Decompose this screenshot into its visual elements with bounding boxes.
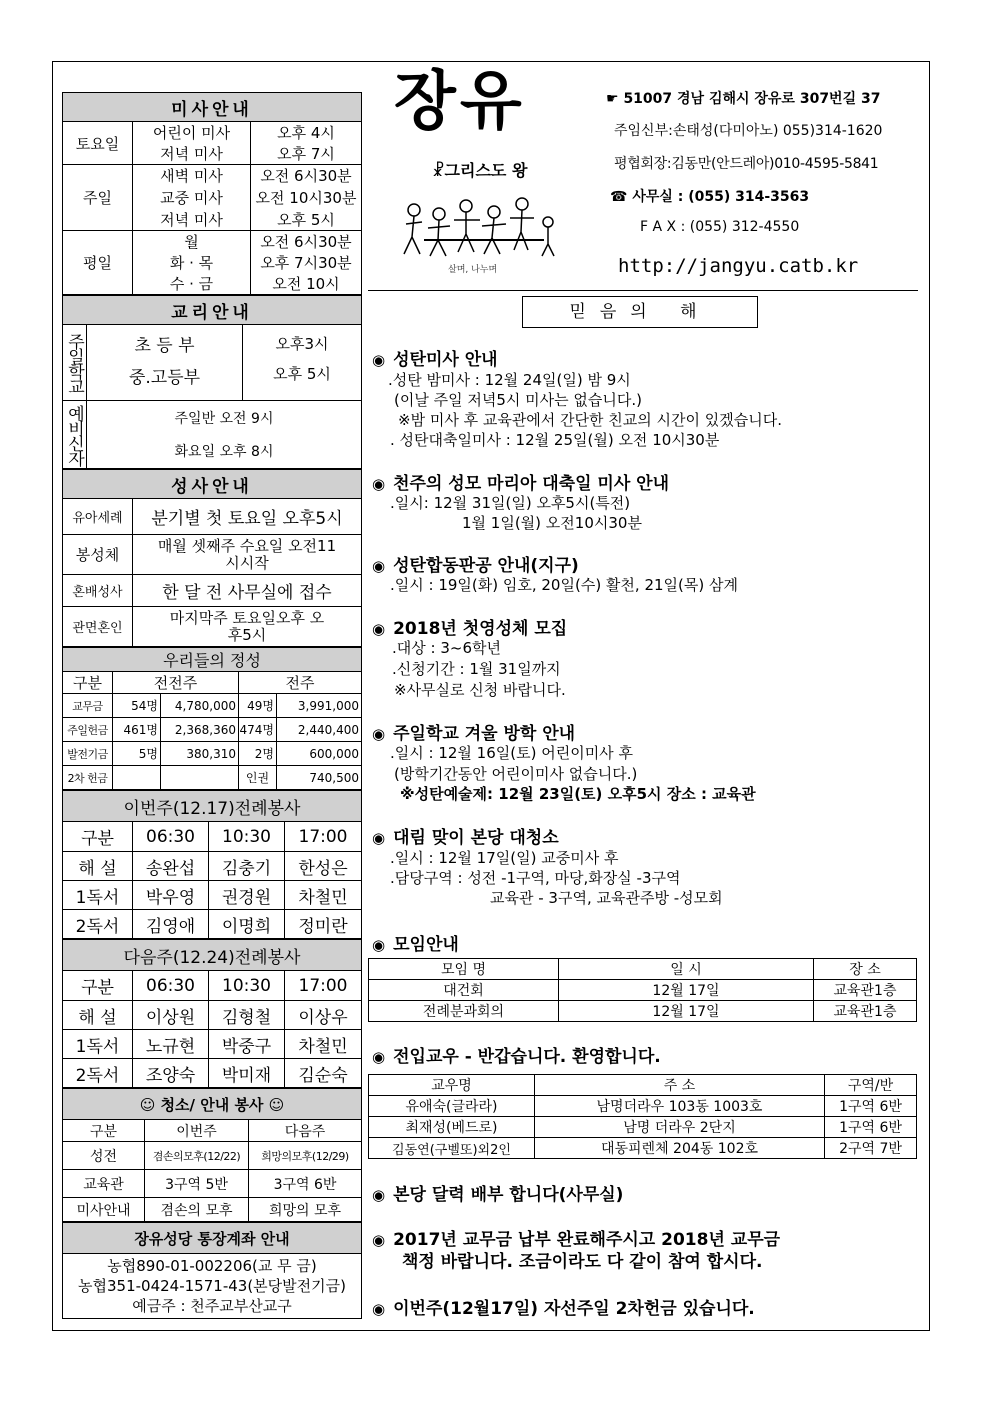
communion-line: ※사무실로 신청 바랍니다. xyxy=(394,681,566,699)
chi-rho-icon: ☧ xyxy=(432,161,445,180)
school-line: (방학기간동안 어린이미사 없습니다.) xyxy=(394,765,638,783)
newcomer-cell: 유애숙(글라라) xyxy=(369,1096,535,1117)
mass-name: 어린이 미사 xyxy=(133,122,251,144)
bullet-icon: ◉ xyxy=(372,1300,386,1318)
clean-section-title xyxy=(372,823,559,848)
meeting-table xyxy=(368,958,917,1022)
newcomer-cell: 남명 더라우 2단지 xyxy=(535,1117,825,1138)
christmas-line: .성탄 밤미사 : 12월 24일(일) 밤 9시 xyxy=(388,371,631,389)
liturgy-head: 구분 xyxy=(63,971,133,1001)
liturgy-person: 김충기 xyxy=(209,852,285,881)
account-table xyxy=(62,1222,362,1319)
president-line: 평협회장:김동만(안드레아)010-4595-5841 xyxy=(614,156,879,172)
newcomer-section-title xyxy=(372,1042,661,1067)
liturgy-head: 10:30 xyxy=(209,822,285,852)
mass-day: 평일 xyxy=(63,231,133,295)
sacrament-detail: 마지막주 토요일오후 오후5시 xyxy=(133,607,362,647)
meeting-cell: 교육관1층 xyxy=(814,1001,917,1022)
liturgy-this-table xyxy=(62,790,362,939)
calendar-text: 본당 달력 배부 합니다(사무실) xyxy=(393,1185,624,1205)
meeting-cell: 전례분과회의 xyxy=(369,1001,559,1022)
liturgy-next-title: 다음주(12.24)전례봉사 xyxy=(63,940,362,971)
liturgy-role: 1독서 xyxy=(63,1030,133,1059)
liturgy-person: 이상원 xyxy=(133,1001,209,1030)
penance-section-title xyxy=(372,551,579,576)
offering-cell: 4,780,000 xyxy=(161,694,239,718)
offering-cell: 474명 xyxy=(239,718,277,742)
meeting-head: 장 소 xyxy=(814,959,917,980)
liturgy-role: 해 설 xyxy=(63,852,133,881)
bullet-icon: ◉ xyxy=(372,557,386,575)
mass-time: 오후 4시 xyxy=(251,122,362,144)
offering-cell: 380,310 xyxy=(161,742,239,766)
pointing-hand-icon: ☛ xyxy=(606,91,619,107)
sacrament-table xyxy=(62,469,362,647)
sacrament-label: 관면혼인 xyxy=(63,607,133,647)
mary-line: .일시: 12월 31일(일) 오후5시(특전) xyxy=(390,494,631,512)
liturgy-head: 06:30 xyxy=(133,822,209,852)
liturgy-person: 김형철 xyxy=(209,1001,285,1030)
dues-notice-2: 책정 바랍니다. 조금이라도 다 같이 참여 합시다. xyxy=(402,1252,763,1272)
bullet-icon: ◉ xyxy=(372,829,386,847)
newcomer-cell: 1구역 6반 xyxy=(825,1117,917,1138)
communion-title-text: 2018년 첫영성체 모집 xyxy=(393,619,568,639)
clean-line: .일시 : 12월 17일(일) 교중미사 후 xyxy=(390,849,619,867)
meeting-head: 일 시 xyxy=(559,959,814,980)
meeting-cell: 12월 17일 xyxy=(559,980,814,1001)
telephone-icon: ☎ xyxy=(610,189,628,205)
newcomer-head: 주 소 xyxy=(535,1075,825,1096)
school-line: ※성탄예술제: 12월 23일(토) 오후5시 장소 : 교육관 xyxy=(400,785,756,803)
offering-cell: 교무금 xyxy=(63,694,113,718)
offering-cell: 2명 xyxy=(239,742,277,766)
mary-line: 1월 1일(월) 오전10시30분 xyxy=(462,514,642,532)
liturgy-this-title: 이번주(12.17)전례봉사 xyxy=(63,791,362,822)
christmas-line: . 성탄대축일미사 : 12월 25일(월) 오전 10시30분 xyxy=(390,431,720,449)
logo-subtitle xyxy=(432,158,527,181)
cleaning-head: 이번주 xyxy=(145,1120,249,1142)
sacrament-title: 성사안내 xyxy=(63,470,362,499)
liturgy-person: 노규현 xyxy=(133,1030,209,1059)
mass-title: 미사안내 xyxy=(63,93,362,122)
newcomer-cell: 2구역 7반 xyxy=(825,1138,917,1159)
liturgy-person: 이명희 xyxy=(209,910,285,939)
header-divider xyxy=(368,290,918,291)
offering-cell: 54명 xyxy=(113,694,161,718)
sacrament-label: 혼배성사 xyxy=(63,575,133,607)
account-line: 예금주 : 천주교부산교구 xyxy=(132,1297,292,1315)
meeting-section-title xyxy=(372,930,459,955)
liturgy-next-table xyxy=(62,939,362,1088)
year-title: 믿음의 해 xyxy=(522,296,758,328)
school-title-text: 주일학교 겨울 방학 안내 xyxy=(393,724,576,744)
offering-cell: 2,368,360 xyxy=(161,718,239,742)
bullet-icon: ◉ xyxy=(372,1231,386,1249)
mass-name: 저녁 미사 xyxy=(133,209,251,231)
liturgy-head: 06:30 xyxy=(133,971,209,1001)
ss-secondary-time: 오후 5시 xyxy=(243,363,362,401)
office-line xyxy=(610,186,809,206)
mass-time: 오전 10시30분 xyxy=(251,187,362,209)
catechumen-sunday: 주일반 오전 9시 xyxy=(87,401,362,435)
mass-time: 오전 6시30분 xyxy=(251,231,362,253)
offering-cell: 49명 xyxy=(239,694,277,718)
offering-cell: 600,000 xyxy=(277,742,362,766)
meeting-cell: 대건회 xyxy=(369,980,559,1001)
mass-time: 오후 7시 xyxy=(251,143,362,165)
offering-header: 전주 xyxy=(239,672,362,694)
mary-section-title xyxy=(372,469,669,494)
bullet-icon: ◉ xyxy=(372,1048,386,1066)
cleaning-title: ☺ 청소/ 안내 봉사 ☺ xyxy=(63,1089,362,1120)
mass-time: 오후 5시 xyxy=(251,209,362,231)
liturgy-person: 박미재 xyxy=(209,1059,285,1088)
charity-text: 이번주(12월17일) 자선주일 2차헌금 있습니다. xyxy=(393,1299,755,1319)
liturgy-person: 차철민 xyxy=(285,1030,362,1059)
cleaning-cell: 교육관 xyxy=(63,1170,145,1198)
liturgy-role: 1독서 xyxy=(63,881,133,910)
mass-name: 화 · 목 xyxy=(133,252,251,273)
christmas-section-title xyxy=(372,345,498,370)
mass-name: 교중 미사 xyxy=(133,187,251,209)
clean-title-text: 대림 맞이 본당 대청소 xyxy=(393,828,559,848)
cleaning-table xyxy=(62,1088,362,1222)
sunday-school-label: 주일학교 xyxy=(63,325,87,401)
sacrament-detail: 분기별 첫 토요일 오후5시 xyxy=(133,499,362,535)
offering-header: 전전주 xyxy=(113,672,239,694)
bullet-icon: ◉ xyxy=(372,1186,386,1204)
cleaning-head: 다음주 xyxy=(249,1120,362,1142)
catechumen-tuesday: 화요일 오후 8시 xyxy=(87,435,362,469)
mass-name: 새벽 미사 xyxy=(133,165,251,187)
sacrament-label: 유아세례 xyxy=(63,499,133,535)
charity-notice xyxy=(372,1294,755,1319)
christmas-line: ※밤 미사 후 교육관에서 간단한 친교의 시간이 있겠습니다. xyxy=(398,411,782,429)
offering-cell xyxy=(113,766,161,790)
doctrine-table xyxy=(62,295,362,469)
bullet-icon: ◉ xyxy=(372,620,386,638)
communion-section-title xyxy=(372,614,567,639)
left-column xyxy=(62,92,362,1319)
newcomer-cell: 남명더라우 103동 1003호 xyxy=(535,1096,825,1117)
clean-line: 교육관 - 3구역, 교육관주방 -성모회 xyxy=(490,889,723,907)
newcomer-cell: 김동연(구벨또)외2인 xyxy=(369,1138,535,1159)
fax-line: F A X : (055) 312-4550 xyxy=(640,219,800,235)
offering-title: 우리들의 정성 xyxy=(63,648,362,672)
bullet-icon: ◉ xyxy=(372,475,386,493)
offering-cell xyxy=(161,766,239,790)
offering-cell: 발전기금 xyxy=(63,742,113,766)
newcomer-table xyxy=(368,1074,917,1159)
cleaning-cell: 겸손의모후(12/22) xyxy=(145,1142,249,1170)
offering-table xyxy=(62,647,362,790)
newcomer-head: 교우명 xyxy=(369,1075,535,1096)
logo-caption: 살며, 나누며 xyxy=(448,265,498,275)
liturgy-person: 차철민 xyxy=(285,881,362,910)
christmas-line: (이날 주일 저녁5시 미사는 없습니다.) xyxy=(394,391,642,409)
mass-day: 토요일 xyxy=(63,122,133,165)
offering-cell: 2차 헌금 xyxy=(63,766,113,790)
communion-line: .신청기간 : 1월 31일까지 xyxy=(392,660,561,678)
offering-cell: 740,500 xyxy=(277,766,362,790)
dues-text: 2017년 교무금 납부 완료해주시고 2018년 교무금 xyxy=(393,1230,781,1250)
account-line: 농협351-0424-1571-43(본당발전기금) xyxy=(78,1277,346,1295)
penance-line: .일시 : 19일(화) 임호, 20일(수) 활천, 21일(목) 삼계 xyxy=(390,576,738,594)
calendar-notice xyxy=(372,1180,623,1205)
offering-cell: 461명 xyxy=(113,718,161,742)
clean-line: .담당구역 : 성전 -1구역, 마당,화장실 -3구역 xyxy=(390,869,681,887)
liturgy-person: 박우영 xyxy=(133,881,209,910)
cleaning-cell: 3구역 5반 xyxy=(145,1170,249,1198)
account-lines xyxy=(63,1254,362,1319)
meeting-cell: 12월 17일 xyxy=(559,1001,814,1022)
website-link[interactable]: http://jangyu.catb.kr xyxy=(618,255,859,277)
mass-table xyxy=(62,92,362,295)
bullet-icon: ◉ xyxy=(372,936,386,954)
mass-name: 저녁 미사 xyxy=(133,143,251,165)
newcomer-cell: 대동피렌체 204동 102호 xyxy=(535,1138,825,1159)
liturgy-head: 17:00 xyxy=(285,971,362,1001)
ss-elementary-time: 오후3시 xyxy=(243,325,362,363)
bullet-icon: ◉ xyxy=(372,725,386,743)
mass-name: 수 · 금 xyxy=(133,273,251,295)
mass-time: 오전 10시 xyxy=(251,273,362,295)
cleaning-cell: 미사안내 xyxy=(63,1198,145,1222)
school-line: .일시 : 12월 16일(토) 어린이미사 후 xyxy=(390,744,633,762)
liturgy-role: 2독서 xyxy=(63,1059,133,1088)
ss-elementary: 초 등 부 xyxy=(87,325,243,363)
christmas-title-text: 성탄미사 안내 xyxy=(393,350,498,370)
offering-cell: 5명 xyxy=(113,742,161,766)
liturgy-person: 조양숙 xyxy=(133,1059,209,1088)
office-text: 사무실 : (055) 314-3563 xyxy=(632,189,810,205)
offering-cell: 주일헌금 xyxy=(63,718,113,742)
offering-cell: 인권 xyxy=(239,766,277,790)
liturgy-person: 한성은 xyxy=(285,852,362,881)
penance-title-text: 성탄합동판공 안내(지구) xyxy=(393,556,579,576)
mass-day: 주일 xyxy=(63,165,133,231)
liturgy-person: 김영애 xyxy=(133,910,209,939)
newcomer-cell: 최재성(베드로) xyxy=(369,1117,535,1138)
newcomer-title-text: 전입교우 - 반갑습니다. 환영합니다. xyxy=(393,1047,661,1067)
logo-subtitle-text: 그리스도 왕 xyxy=(444,161,528,180)
logo-title: 장유 xyxy=(394,64,526,139)
liturgy-role: 해 설 xyxy=(63,1001,133,1030)
liturgy-head: 10:30 xyxy=(209,971,285,1001)
offering-cell: 2,440,400 xyxy=(277,718,362,742)
school-section-title xyxy=(372,719,575,744)
liturgy-head: 구분 xyxy=(63,822,133,852)
liturgy-person: 정미란 xyxy=(285,910,362,939)
newcomer-head: 구역/반 xyxy=(825,1075,917,1096)
doctrine-title: 교리안내 xyxy=(63,296,362,325)
meeting-head: 모임 명 xyxy=(369,959,559,980)
ss-secondary: 중.고등부 xyxy=(87,363,243,401)
liturgy-person: 김순숙 xyxy=(285,1059,362,1088)
cleaning-cell: 희망의 모후 xyxy=(249,1198,362,1222)
dues-notice xyxy=(372,1229,780,1251)
sacrament-detail: 한 달 전 사무실에 접수 xyxy=(133,575,362,607)
bullet-icon: ◉ xyxy=(372,351,386,369)
cleaning-head: 구분 xyxy=(63,1120,145,1142)
mary-title-text: 천주의 성모 마리아 대축일 미사 안내 xyxy=(393,474,670,494)
account-line: 농협890-01-002206(교 무 금) xyxy=(107,1257,317,1275)
catechumen-label: 예비신자 xyxy=(63,401,87,469)
meeting-cell: 교육관1층 xyxy=(814,980,917,1001)
offering-header: 구분 xyxy=(63,672,113,694)
cleaning-cell: 성전 xyxy=(63,1142,145,1170)
community-illustration xyxy=(394,192,562,262)
meeting-title-text: 모임안내 xyxy=(393,935,459,955)
liturgy-person: 권경원 xyxy=(209,881,285,910)
offering-cell: 3,991,000 xyxy=(277,694,362,718)
sacrament-detail: 매월 셋째주 수요일 오전11시시작 xyxy=(133,535,362,575)
liturgy-person: 이상우 xyxy=(285,1001,362,1030)
mass-time: 오전 6시30분 xyxy=(251,165,362,187)
account-title: 장유성당 통장계좌 안내 xyxy=(63,1223,362,1254)
newcomer-cell: 1구역 6반 xyxy=(825,1096,917,1117)
mass-name: 월 xyxy=(133,231,251,253)
pastor-line: 주임신부:손태성(다미아노) 055)314-1620 xyxy=(614,123,883,139)
mass-time: 오후 7시30분 xyxy=(251,252,362,273)
liturgy-head: 17:00 xyxy=(285,822,362,852)
cleaning-cell: 희망의모후(12/29) xyxy=(249,1142,362,1170)
liturgy-person: 송완섭 xyxy=(133,852,209,881)
cleaning-cell: 3구역 6반 xyxy=(249,1170,362,1198)
liturgy-role: 2독서 xyxy=(63,910,133,939)
sacrament-label: 봉성체 xyxy=(63,535,133,575)
liturgy-person: 박중구 xyxy=(209,1030,285,1059)
address-line xyxy=(606,88,880,108)
address-text: 51007 경남 김해시 장유로 307번길 37 xyxy=(623,91,881,107)
communion-line: .대상 : 3~6학년 xyxy=(392,639,501,657)
cleaning-cell: 겸손의 모후 xyxy=(145,1198,249,1222)
